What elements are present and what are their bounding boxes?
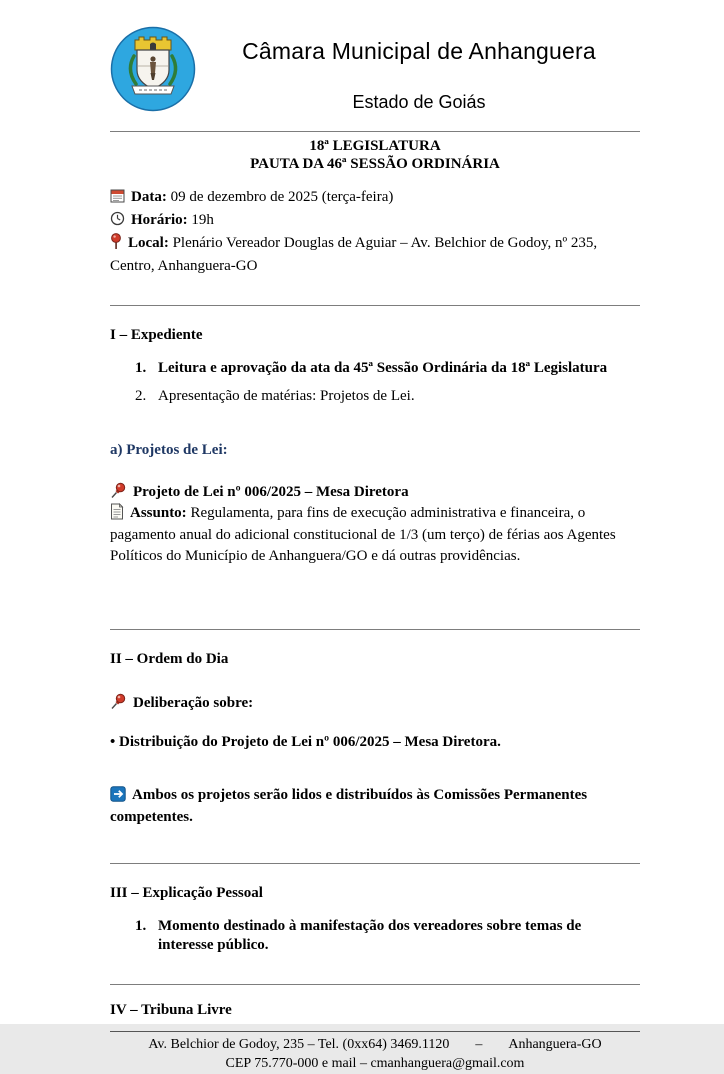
subsection-heading-projetos: a) Projetos de Lei: (110, 442, 228, 458)
deliberacao-line (110, 693, 640, 712)
arrow-right-icon (110, 786, 126, 802)
section-heading-ordem-do-dia: II – Ordem do Dia (110, 650, 229, 667)
calendar-icon (110, 188, 125, 203)
assunto-label: Assunto: (130, 505, 187, 521)
place-label: Local: (128, 235, 169, 251)
logo-container (110, 26, 198, 117)
footer-address: Av. Belchior de Godoy, 235 – Tel. (0xx64) 3469.1120 (148, 1036, 450, 1052)
pushpin-icon (110, 482, 127, 499)
item-number: 2. (135, 388, 147, 404)
list-item (110, 387, 640, 406)
note-paragraph (110, 784, 640, 828)
clock-icon (110, 211, 125, 226)
time-line (110, 209, 640, 232)
expediente-list (110, 359, 640, 406)
pushpin-icon (110, 693, 127, 710)
explicacao-list (110, 917, 640, 955)
assunto-paragraph (110, 503, 640, 568)
document-footer (110, 1035, 640, 1074)
section-heading-explicacao-pessoal: III – Explicação Pessoal (110, 884, 263, 901)
time-label: Horário: (131, 212, 188, 228)
footer-city: Anhanguera-GO (508, 1036, 602, 1052)
session-title: PAUTA DA 46ª SESSÃO ORDINÁRIA (250, 156, 500, 172)
place-line (110, 232, 640, 278)
item-number: 1. (135, 360, 147, 376)
projeto-title: Projeto de Lei nº 006/2025 – Mesa Diretora (133, 484, 409, 500)
header-text-block (198, 26, 640, 113)
footer-contact-line: CEP 75.770-000 e mail – cmanhanguera@gmail.com (225, 1056, 525, 1071)
footer-address-line (110, 1035, 640, 1055)
section-divider (110, 305, 640, 306)
header-divider (110, 131, 640, 132)
section-heading-tribuna-livre: IV – Tribuna Livre (110, 1001, 232, 1018)
assunto-text: Regulamenta, para fins de execução administrativa e financeira, o pagamento anual do adicional constitucional de 1/3 (um terço) de férias aos Agentes Políticos do Município de Anhanguera/GO e dá outras providências. (110, 505, 616, 564)
list-item (110, 917, 640, 955)
bullet-item: • Distribuição do Projeto de Lei nº 006/2025 – Mesa Diretora. (110, 733, 501, 750)
state-subtitle: Estado de Goiás (352, 92, 486, 112)
date-value: 09 de dezembro de 2025 (terça-feira) (170, 189, 394, 205)
item-text: Apresentação de matérias: Projetos de Lei. (158, 388, 415, 404)
date-line (110, 186, 640, 209)
section-heading-expediente: I – Expediente (110, 327, 203, 343)
place-value: Plenário Vereador Douglas de Aguiar – Av. Belchior de Godoy, nº 235, Centro, Anhanguera-GO (110, 235, 598, 274)
document-title-block (110, 137, 640, 173)
footer-divider (110, 1031, 640, 1032)
note-text: Ambos os projetos serão lidos e distribuídos às Comissões Permanentes competentes. (110, 786, 588, 825)
time-value: 19h (191, 212, 214, 228)
organization-title: Câmara Municipal de Anhanguera (242, 38, 596, 64)
legislature-title: 18ª LEGISLATURA (309, 138, 441, 154)
item-text: Leitura e aprovação da ata da 45ª Sessão Ordinária da 18ª Legislatura (158, 360, 608, 376)
document-page-icon (110, 503, 124, 520)
deliberacao-label: Deliberação sobre: (133, 694, 254, 711)
section-divider (110, 629, 640, 630)
anhanguera-coat-of-arms-logo (110, 26, 196, 112)
projeto-line (110, 482, 640, 502)
list-item (110, 359, 640, 378)
item-text: Momento destinado à manifestação dos vereadores sobre temas de interesse público. (158, 917, 582, 953)
document-header (0, 0, 724, 117)
date-label: Data: (131, 189, 167, 205)
session-meta (110, 186, 640, 278)
section-divider (110, 984, 640, 985)
footer-dash: – (475, 1036, 483, 1052)
section-divider (110, 863, 640, 864)
location-pin-icon (110, 233, 122, 250)
item-number: 1. (135, 917, 147, 934)
